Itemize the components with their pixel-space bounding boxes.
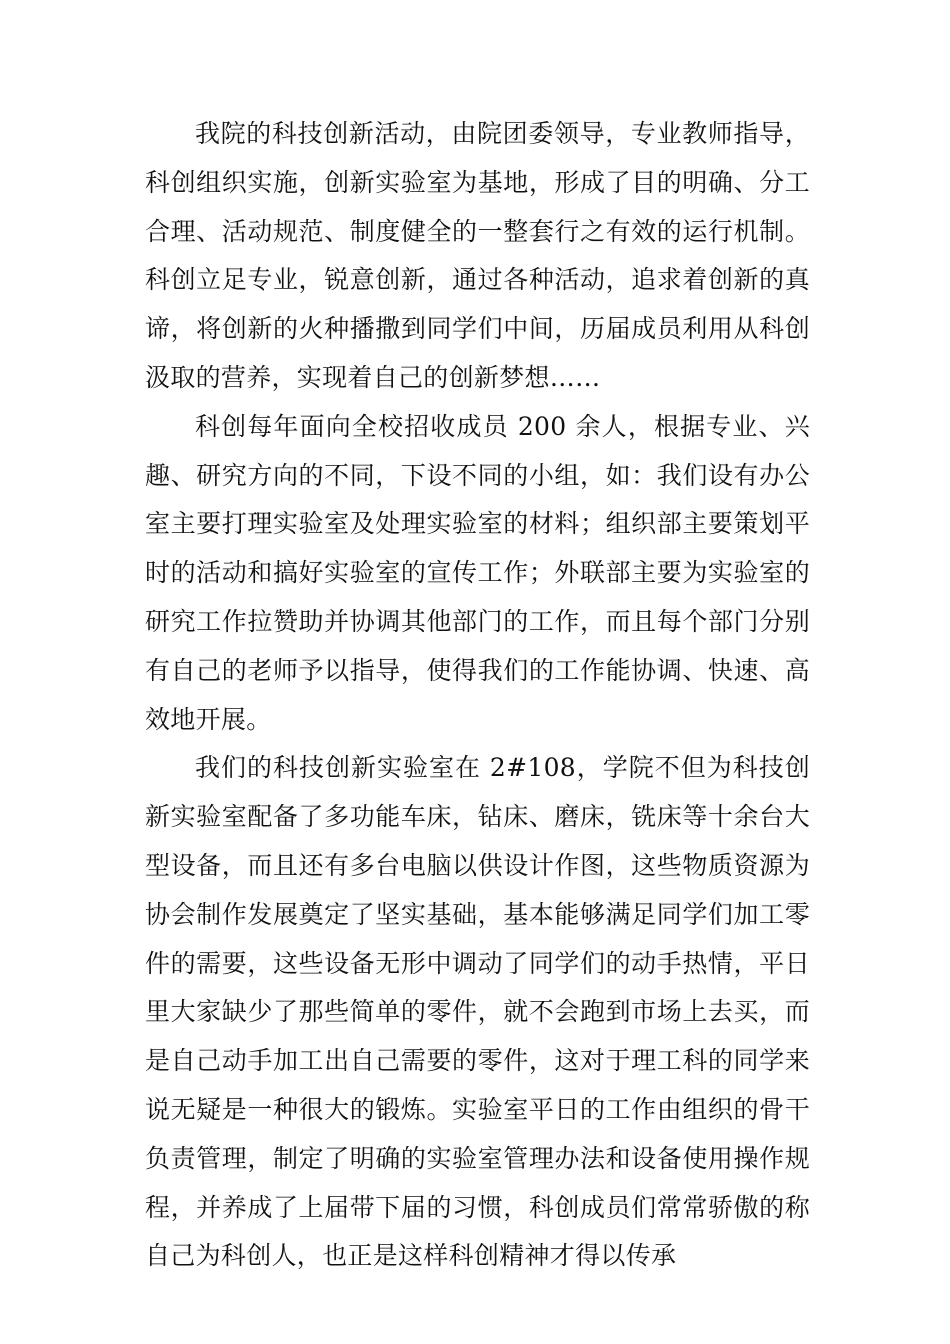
paragraph-3: 我们的科技创新实验室在 2#108，学院不但为科技创新实验室配备了多功能车床，钻床、磨床，铣床等十余台大型设备，而且还有多台电脑以供设计作图，这些物质资源为协会制作发展奠定了坚实基础，基本能够满足同学们加工零件的需要，这些设备无形中调动了同学们的动手热情，平日里大家缺少了那些简单的零件，就不会跑到市场上去买，而是自己动手加工出自己需要的零件，这对于理工科的同学来说无疑是一种很大的锻炼。实验室平日的工作由组织的骨干负责管理，制定了明确的实验室管理办法和设备使用操作规程，并养成了上届带下届的习惯，科创成员们常常骄傲的称自己为科创人，也正是这样科创精神才得以传承 (145, 753, 810, 1271)
paragraph-2: 科创每年面向全校招收成员 200 余人，根据专业、兴趣、研究方向的不同，下设不同的小组，如：我们设有办公室主要打理实验室及处理实验室的材料；组织部主要策划平时的活动和搞好实验室的宣传工作；外联部主要为实验室的研究工作拉赞助并协调其他部门的工作，而且每个部门分别有自己的老师予以指导，使得我们的工作能协调、快速、高效地开展。 (145, 411, 810, 734)
paragraph-1: 我院的科技创新活动，由院团委领导，专业教师指导，科创组织实施，创新实验室为基地，形成了目的明确、分工合理、活动规范、制度健全的一整套行之有效的运行机制。科创立足专业，锐意创新，通过各种活动，追求着创新的真谛，将创新的火种播撒到同学们中间，历届成员利用从科创汲取的营养，实现着自己的创新梦想…… (145, 119, 810, 392)
document-body (145, 110, 810, 1281)
